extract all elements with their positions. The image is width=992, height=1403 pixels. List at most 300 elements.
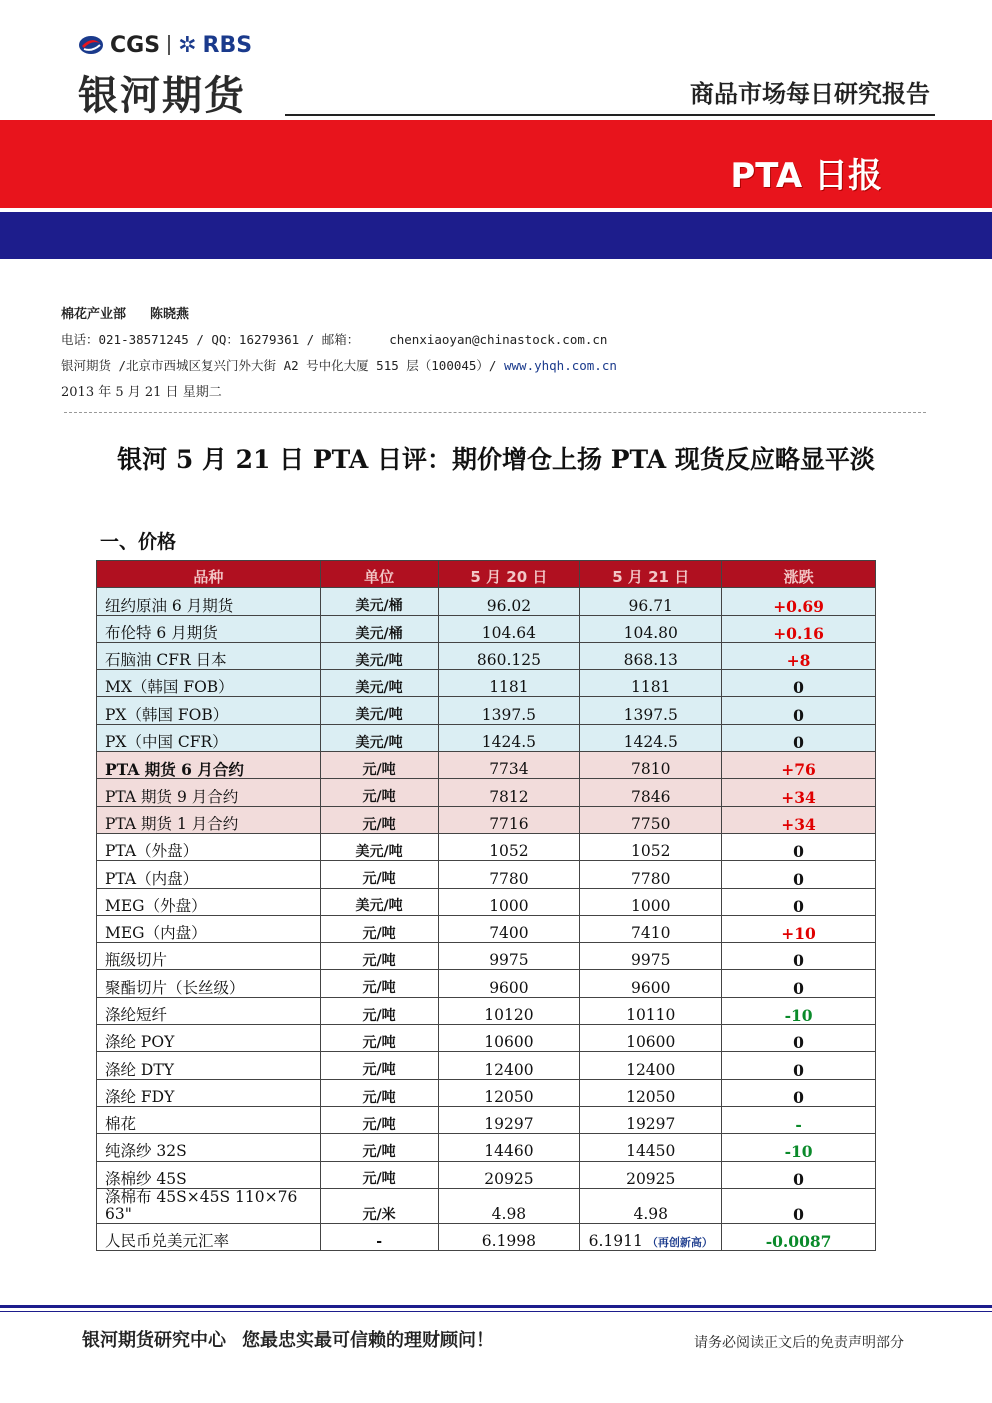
cell-date2-text: 20925 (626, 1169, 676, 1188)
cell-date1-text: 6.1998 (481, 1232, 537, 1251)
cell-date1 (438, 1134, 580, 1161)
cell-date1-text: 14460 (484, 1142, 534, 1161)
cell-date1-text: 20925 (484, 1169, 534, 1188)
cell-product (97, 752, 321, 779)
cell-unit (320, 1134, 438, 1161)
cell-unit-text: 元/吨 (362, 871, 396, 888)
cell-unit-text: 元/吨 (362, 1007, 396, 1024)
cell-change-text: 0 (793, 733, 804, 753)
cell-product-text: PX（中国 CFR） (105, 733, 228, 752)
cell-change (722, 1025, 876, 1052)
cell-change (722, 642, 876, 669)
cell-change (722, 833, 876, 860)
footer-rule-thin (0, 1311, 992, 1312)
cell-change-text: +34 (781, 787, 816, 807)
cell-date2 (580, 888, 722, 915)
cell-unit-text: 美元/吨 (355, 898, 403, 915)
cell-date1-text: 1000 (489, 896, 529, 915)
cell-date2 (580, 806, 722, 833)
cell-product (97, 1025, 321, 1052)
cell-date1 (438, 1188, 580, 1223)
table-row (97, 888, 876, 915)
cell-date2-text: 12400 (626, 1060, 676, 1079)
email-link[interactable]: chenxiaoyan@chinastock.com.cn (389, 332, 608, 347)
cell-change-text: -10 (784, 1006, 813, 1025)
website-link[interactable]: www.yhqh.com.cn (504, 358, 617, 373)
cell-change (722, 1223, 876, 1250)
cell-unit (320, 697, 438, 724)
cell-date2 (580, 779, 722, 806)
cell-change-text: 0 (793, 896, 804, 916)
cell-date2-text: 7810 (631, 760, 671, 779)
cell-unit (320, 833, 438, 860)
cell-date1 (438, 588, 580, 615)
cell-unit-text: 元/吨 (362, 1034, 396, 1051)
cell-change-text: +10 (781, 924, 816, 944)
cell-product (97, 642, 321, 669)
cell-product (97, 1106, 321, 1133)
cell-unit (320, 806, 438, 833)
logo-divider (168, 35, 170, 55)
contact-text: 电话：021-38571245 / QQ：16279361 / 邮箱： (61, 332, 360, 347)
cell-unit-text: 元/吨 (362, 1116, 396, 1133)
col-header-unit: 单位 (320, 561, 438, 588)
cell-date1-text: 10120 (484, 1006, 534, 1024)
cell-unit (320, 724, 438, 751)
cell-product (97, 888, 321, 915)
table-row (97, 943, 876, 970)
cell-date2 (580, 1134, 722, 1161)
cell-unit-text: 元/吨 (362, 816, 396, 833)
cell-unit (320, 1079, 438, 1106)
report-title: 银河 5 月 21 日 PTA 日评：期价增仓上扬 PTA 现货反应略显平淡 (117, 445, 875, 474)
cell-product-text: PTA（外盘） (105, 842, 199, 861)
cell-product (97, 670, 321, 697)
table-row (97, 1025, 876, 1052)
cell-date1 (438, 724, 580, 751)
cell-product (97, 779, 321, 806)
cell-unit (320, 888, 438, 915)
cell-date1 (438, 670, 580, 697)
cell-product-text: 纯涤纱 32S (105, 1142, 187, 1161)
table-row (97, 1052, 876, 1079)
cell-date1-text: 10600 (484, 1033, 534, 1052)
cell-product-text: 瓶级切片 (105, 951, 168, 970)
cell-date1 (438, 615, 580, 642)
cell-change-text: -0.0087 (765, 1232, 832, 1252)
author-line (61, 303, 189, 322)
cell-change (722, 752, 876, 779)
cell-date2 (580, 615, 722, 642)
table-row (97, 642, 876, 669)
cell-date1 (438, 1052, 580, 1079)
cell-date2-text: 96.71 (628, 596, 673, 615)
cell-change-text: +76 (781, 760, 816, 780)
cgs-swirl-icon (78, 34, 104, 56)
table-row (97, 588, 876, 615)
cell-date1-text: 7400 (489, 924, 529, 943)
cell-unit (320, 1025, 438, 1052)
cell-unit-text: 美元/吨 (355, 652, 403, 669)
cell-date1-text: 19297 (484, 1115, 534, 1134)
cell-change-text: 0 (793, 1204, 804, 1224)
cell-change (722, 943, 876, 970)
cell-product (97, 1134, 321, 1161)
table-row (97, 697, 876, 724)
table-row (97, 1079, 876, 1106)
cell-product-text: 涤棉布 45S×45S 110×76 63" (105, 1187, 298, 1223)
cell-product-text: 涤纶短纤 (105, 1006, 168, 1024)
cell-date1 (438, 888, 580, 915)
cell-date1-text: 4.98 (491, 1204, 527, 1223)
cell-date2-text: 10600 (626, 1033, 676, 1052)
cell-date2 (580, 915, 722, 942)
table-row (97, 1106, 876, 1133)
cell-unit-text: 美元/吨 (355, 734, 403, 751)
cell-unit (320, 861, 438, 888)
cell-change (722, 915, 876, 942)
cell-unit-text: 元/米 (362, 1206, 396, 1223)
table-row (97, 670, 876, 697)
cell-date2 (580, 670, 722, 697)
cell-date2 (580, 1188, 722, 1223)
footer-tagline: 您最忠实最可信赖的理财顾问！ (242, 1330, 494, 1351)
cell-date1-text: 1397.5 (481, 705, 537, 724)
cell-change (722, 888, 876, 915)
cell-date1-text: 12400 (484, 1060, 534, 1079)
cell-product-text: MEG（外盘） (105, 896, 207, 915)
cell-date2 (580, 588, 722, 615)
cell-date2-text: 10110 (626, 1006, 676, 1024)
footer-slogan (82, 1326, 494, 1352)
cell-change-text: 0 (793, 1169, 804, 1189)
cell-change (722, 1052, 876, 1079)
cell-date1 (438, 1079, 580, 1106)
cell-unit-text: 元/吨 (362, 953, 396, 970)
cell-date1 (438, 915, 580, 942)
cell-date2 (580, 970, 722, 997)
cell-date1 (438, 833, 580, 860)
cell-unit-text: 元/吨 (362, 925, 396, 942)
table-row (97, 970, 876, 997)
cell-unit (320, 642, 438, 669)
cell-date1 (438, 861, 580, 888)
cell-product (97, 915, 321, 942)
cell-date2 (580, 642, 722, 669)
cell-date2-text: 1397.5 (623, 705, 678, 724)
col-header-change: 涨跌 (722, 561, 876, 588)
cell-date1-text: 1052 (489, 842, 529, 861)
cell-date1-text: 860.125 (476, 651, 541, 670)
cell-change (722, 861, 876, 888)
cell-date2-text: 868.13 (623, 651, 678, 670)
cell-change (722, 588, 876, 615)
col-header-date1: 5 月 20 日 (438, 561, 580, 588)
cell-change (722, 806, 876, 833)
cell-date2 (580, 997, 722, 1024)
table-row (97, 1161, 876, 1188)
table-row (97, 724, 876, 751)
report-date: 2013 年 5 月 21 日 星期二 (61, 385, 222, 400)
cell-change-text: -10 (784, 1142, 813, 1162)
cell-date1 (438, 1161, 580, 1188)
cell-product (97, 1052, 321, 1079)
cell-product-text: PTA 期货 9 月合约 (105, 787, 239, 806)
table-row (97, 752, 876, 779)
cell-unit (320, 752, 438, 779)
cell-change-text: 0 (793, 978, 804, 998)
cell-date2 (580, 1161, 722, 1188)
cell-date2-text: 19297 (626, 1115, 676, 1134)
cell-change-text: - (795, 1115, 802, 1135)
cell-product-text: 布伦特 6 月期货 (105, 623, 218, 642)
cell-product-text: 棉花 (105, 1115, 137, 1134)
cell-product-text: 石脑油 CFR 日本 (105, 651, 227, 670)
cell-unit (320, 670, 438, 697)
cell-unit-text: - (376, 1233, 382, 1250)
cell-change (722, 1079, 876, 1106)
cell-product (97, 997, 321, 1024)
address-line (61, 356, 617, 374)
cell-date2-text: 4.98 (633, 1204, 668, 1223)
cell-date2 (580, 1052, 722, 1079)
cell-date2-text: 1000 (631, 896, 671, 915)
table-row (97, 861, 876, 888)
cell-product (97, 943, 321, 970)
cell-date1 (438, 1025, 580, 1052)
cell-product-text: MEG（内盘） (105, 924, 207, 943)
logo-cgs-text: CGS (110, 32, 161, 58)
cell-date2-text: 7780 (631, 869, 671, 888)
cell-change-text: 0 (793, 1060, 804, 1080)
cell-change-text: 0 (793, 869, 804, 889)
table-row (97, 1223, 876, 1250)
cell-date1 (438, 697, 580, 724)
table-header-row (97, 561, 876, 588)
cell-unit-text: 元/吨 (362, 789, 396, 806)
contact-line (61, 330, 607, 348)
cell-date1-text: 1181 (489, 678, 529, 697)
cell-product-text: 涤纶 DTY (105, 1060, 174, 1079)
table-row (97, 806, 876, 833)
cell-unit (320, 970, 438, 997)
cell-product-text: PX（韩国 FOB） (105, 705, 229, 724)
cell-date2-text: 6.1911 (588, 1232, 643, 1251)
blue-banner (0, 212, 992, 259)
col-header-product: 品种 (97, 561, 321, 588)
cell-change (722, 779, 876, 806)
cell-unit (320, 615, 438, 642)
cell-change-text: 0 (793, 1033, 804, 1053)
cell-unit (320, 588, 438, 615)
cell-date1 (438, 806, 580, 833)
cell-product (97, 724, 321, 751)
cell-unit-text: 元/吨 (362, 980, 396, 997)
cell-date2-text: 12050 (626, 1087, 676, 1106)
cell-date2 (580, 697, 722, 724)
cell-unit-text: 元/吨 (362, 1089, 396, 1106)
table-row (97, 779, 876, 806)
cell-change-text: 0 (793, 1087, 804, 1107)
cell-date2 (580, 1223, 722, 1250)
cell-product-text: 聚酯切片（长丝级） (105, 978, 245, 997)
cell-date1-text: 12050 (484, 1087, 534, 1106)
cell-date1-text: 104.64 (481, 623, 537, 642)
cell-change-text: +8 (786, 651, 811, 671)
cell-change (722, 1134, 876, 1161)
cell-date1 (438, 779, 580, 806)
cell-date1 (438, 970, 580, 997)
cell-change (722, 1188, 876, 1223)
cell-change (722, 997, 876, 1024)
cell-product (97, 615, 321, 642)
cell-change-text: 0 (793, 951, 804, 971)
cell-product (97, 1223, 321, 1250)
cell-date1-text: 7780 (489, 869, 529, 888)
cell-date2 (580, 1106, 722, 1133)
cell-product-text: PTA 期货 1 月合约 (105, 814, 239, 833)
cell-date2-text: 1052 (631, 842, 671, 861)
header-divider (285, 114, 935, 116)
cell-date1-text: 96.02 (486, 596, 532, 615)
department: 棉花产业部 (61, 307, 127, 322)
cell-product-text: PTA（内盘） (105, 869, 199, 888)
cell-date2-text: 7750 (631, 814, 671, 833)
address-text: 银河期货 /北京市西城区复兴门外大街 A2 号中化大厦 515 层（100045）/ (61, 358, 504, 373)
table-row (97, 833, 876, 860)
footer-disclaimer: 请务必阅读正文后的免责声明部分 (694, 1335, 904, 1351)
cell-change (722, 697, 876, 724)
cell-unit-text: 美元/桶 (355, 625, 403, 642)
cell-product-text: 人民币兑美元汇率 (105, 1232, 230, 1251)
cell-date1-text: 9600 (489, 978, 529, 997)
table-row (97, 997, 876, 1024)
cell-unit-text: 元/吨 (362, 1062, 396, 1079)
cell-unit-text: 元/吨 (362, 761, 396, 778)
cell-unit (320, 997, 438, 1024)
cell-product-text: PTA 期货 6 月合约 (105, 760, 244, 780)
table-row (97, 615, 876, 642)
dashed-divider (64, 412, 926, 413)
cell-date2-text: 14450 (626, 1142, 676, 1161)
cell-date2-text: 104.80 (623, 623, 678, 642)
cell-product (97, 1161, 321, 1188)
cell-date2 (580, 943, 722, 970)
cell-date2 (580, 752, 722, 779)
cell-product (97, 806, 321, 833)
cell-date2 (580, 833, 722, 860)
cell-date2-text: 9600 (631, 978, 671, 997)
cell-unit (320, 1188, 438, 1223)
cell-product (97, 588, 321, 615)
cell-product-text: 涤纶 FDY (105, 1087, 175, 1106)
cell-change (722, 1161, 876, 1188)
cell-unit-text: 元/吨 (362, 1144, 396, 1161)
cell-date2-text: 1424.5 (623, 733, 678, 752)
cell-date1-text: 7812 (489, 787, 529, 806)
cell-change (722, 970, 876, 997)
cell-unit (320, 1106, 438, 1133)
cell-date1 (438, 642, 580, 669)
cell-date2 (580, 861, 722, 888)
cell-product (97, 833, 321, 860)
cell-change-text: 0 (793, 678, 804, 698)
cell-product-text: 涤棉纱 45S (105, 1169, 187, 1188)
section-heading: 一、价格 (100, 531, 177, 553)
cell-date2-text: 9975 (631, 951, 671, 970)
cell-date1-text: 9975 (489, 951, 529, 970)
cell-product (97, 970, 321, 997)
cell-change-text: +0.69 (773, 596, 824, 616)
cell-date1 (438, 752, 580, 779)
cell-unit-text: 美元/吨 (355, 680, 403, 697)
author-name: 陈晓燕 (150, 307, 190, 322)
cell-change (722, 670, 876, 697)
cell-change-text: +0.16 (773, 623, 824, 643)
new-high-note: （再创新高） (646, 1236, 713, 1250)
company-logo (78, 32, 252, 58)
cell-unit-text: 美元/吨 (355, 843, 403, 860)
cell-unit (320, 1161, 438, 1188)
banner-title: PTA 日报 (730, 156, 882, 196)
cell-date1 (438, 1223, 580, 1250)
footer-rule (0, 1305, 992, 1308)
cell-date1-text: 1424.5 (481, 733, 537, 752)
table-row (97, 1134, 876, 1161)
cell-date2-text: 7410 (631, 924, 671, 943)
cell-date2 (580, 1025, 722, 1052)
brand-name: 银河期货 (78, 73, 246, 119)
cell-change (722, 615, 876, 642)
cell-date2 (580, 724, 722, 751)
cell-product-text: 涤纶 POY (105, 1033, 175, 1052)
report-type: 商品市场每日研究报告 (690, 80, 930, 108)
cell-unit-text: 美元/吨 (355, 707, 403, 724)
cell-product (97, 1079, 321, 1106)
cell-change-text: 0 (793, 705, 804, 725)
footer-org: 银河期货研究中心 (82, 1330, 226, 1351)
cell-date1 (438, 1106, 580, 1133)
table-row (97, 1188, 876, 1223)
cell-change (722, 724, 876, 751)
cell-date1 (438, 997, 580, 1024)
cell-product-text: 纽约原油 6 月期货 (105, 596, 234, 615)
cell-unit-text: 元/吨 (362, 1171, 396, 1188)
col-header-date2: 5 月 21 日 (580, 561, 722, 588)
cell-date1 (438, 943, 580, 970)
cell-product (97, 697, 321, 724)
cell-unit (320, 915, 438, 942)
cell-unit (320, 1223, 438, 1250)
cell-product (97, 1188, 321, 1223)
cell-date2-text: 1181 (631, 678, 671, 697)
cell-change-text: +34 (781, 814, 816, 834)
rbs-star-icon: ✲ (178, 32, 197, 58)
logo-rbs-text: RBS (202, 32, 253, 58)
cell-date2-text: 7846 (631, 787, 671, 806)
cell-unit (320, 779, 438, 806)
price-table (96, 560, 876, 1251)
cell-product-text: MX（韩国 FOB） (105, 678, 234, 697)
cell-unit (320, 1052, 438, 1079)
cell-change-text: 0 (793, 842, 804, 862)
cell-unit (320, 943, 438, 970)
cell-change (722, 1106, 876, 1133)
cell-unit-text: 美元/桶 (355, 598, 403, 615)
cell-product (97, 861, 321, 888)
cell-date2 (580, 1079, 722, 1106)
table-row (97, 915, 876, 942)
